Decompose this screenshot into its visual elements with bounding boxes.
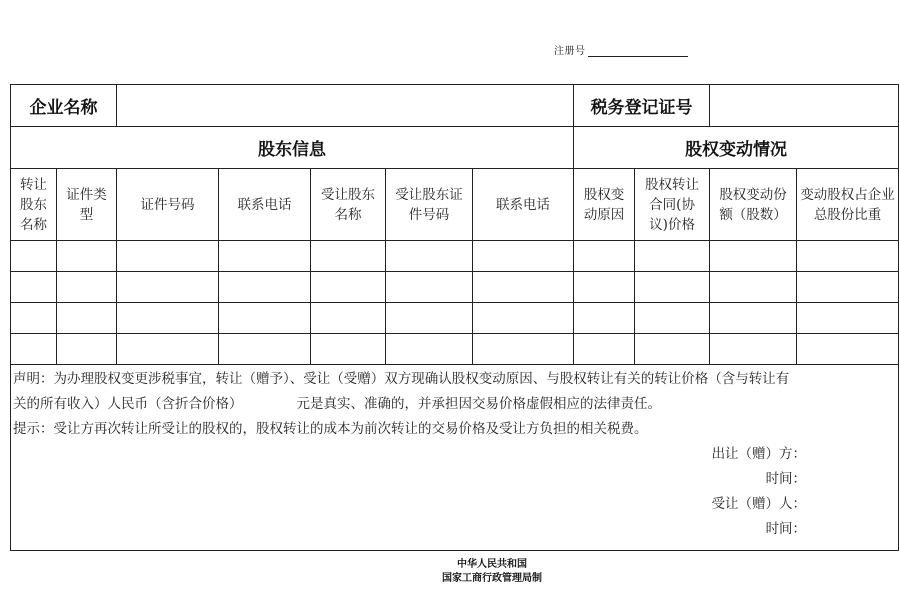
transferee-time-label: 时间： <box>765 521 807 537</box>
table-cell[interactable] <box>11 303 57 334</box>
table-cell[interactable] <box>797 241 899 272</box>
company-name-label: 企业名称 <box>11 85 117 127</box>
footer-line1: 中华人民共和国 <box>457 559 527 570</box>
table-cell[interactable] <box>219 334 311 365</box>
equity-transfer-form <box>10 84 899 551</box>
table-cell[interactable] <box>797 303 899 334</box>
table-cell[interactable] <box>710 334 797 365</box>
tip-text: 提示：受让方再次转让所受让的股权的，股权转让的成本为前次转让的交易价格及受让方负担的相关税费。 <box>13 421 648 437</box>
table-cell[interactable] <box>574 303 635 334</box>
table-cell[interactable] <box>797 334 899 365</box>
company-row <box>11 85 899 127</box>
footer <box>0 558 900 586</box>
declaration-line2a: 关的所有收入）人民币（含折合价格） <box>13 396 243 412</box>
table-cell[interactable] <box>386 241 473 272</box>
transferee-signature-label: 受让（赠）人： <box>711 496 807 512</box>
table-cell[interactable] <box>117 334 219 365</box>
table-cell[interactable] <box>574 241 635 272</box>
table-cell[interactable] <box>635 334 710 365</box>
col-transferee-phone: 联系电话 <box>473 169 574 241</box>
table-cell[interactable] <box>311 241 386 272</box>
table-cell[interactable] <box>57 334 117 365</box>
table-cell[interactable] <box>635 303 710 334</box>
col-contract-price: 股权转让合同(协议)价格 <box>635 169 710 241</box>
table-cell[interactable] <box>574 334 635 365</box>
equity-change-heading: 股权变动情况 <box>574 127 899 169</box>
declaration-text <box>13 367 896 417</box>
col-transferor-name: 转让股东名称 <box>11 169 57 241</box>
col-share-amount: 股权变动份额（股数） <box>710 169 797 241</box>
column-header-row <box>11 169 899 241</box>
table-row <box>11 241 899 272</box>
table-cell[interactable] <box>219 303 311 334</box>
table-cell[interactable] <box>117 272 219 303</box>
table-cell[interactable] <box>11 334 57 365</box>
company-name-field[interactable] <box>117 85 574 127</box>
registration-number <box>554 42 688 57</box>
table-cell[interactable] <box>797 272 899 303</box>
table-cell[interactable] <box>311 272 386 303</box>
col-transferee-name: 受让股东名称 <box>311 169 386 241</box>
table-row <box>11 303 899 334</box>
table-cell[interactable] <box>386 272 473 303</box>
table-cell[interactable] <box>11 272 57 303</box>
table-cell[interactable] <box>473 303 574 334</box>
table-cell[interactable] <box>57 303 117 334</box>
table-cell[interactable] <box>635 241 710 272</box>
col-id-number: 证件号码 <box>117 169 219 241</box>
table-cell[interactable] <box>473 241 574 272</box>
table-cell[interactable] <box>386 303 473 334</box>
table-row <box>11 334 899 365</box>
table-cell[interactable] <box>57 241 117 272</box>
registration-label: 注册号 <box>554 46 586 57</box>
table-cell[interactable] <box>710 272 797 303</box>
table-cell[interactable] <box>219 241 311 272</box>
table-cell[interactable] <box>11 241 57 272</box>
declaration-row <box>11 365 899 551</box>
col-change-reason: 股权变动原因 <box>574 169 635 241</box>
footer-line2: 国家工商行政管理局制 <box>442 573 542 584</box>
table-cell[interactable] <box>117 303 219 334</box>
tax-registration-field[interactable] <box>710 85 899 127</box>
table-cell[interactable] <box>574 272 635 303</box>
col-id-type: 证件类型 <box>57 169 117 241</box>
tax-registration-label: 税务登记证号 <box>574 85 710 127</box>
col-phone: 联系电话 <box>219 169 311 241</box>
table-cell[interactable] <box>311 303 386 334</box>
table-cell[interactable] <box>473 272 574 303</box>
table-cell[interactable] <box>710 303 797 334</box>
declaration-line2b: 元是真实、准确的，并承担因交易价格虚假相应的法律责任。 <box>296 396 661 412</box>
shareholder-info-heading: 股东信息 <box>11 127 574 169</box>
table-cell[interactable] <box>311 334 386 365</box>
table-cell[interactable] <box>710 241 797 272</box>
table-cell[interactable] <box>386 334 473 365</box>
table-cell[interactable] <box>473 334 574 365</box>
table-cell[interactable] <box>57 272 117 303</box>
section-row <box>11 127 899 169</box>
table-cell[interactable] <box>219 272 311 303</box>
transferor-signature-label: 出让（赠）方： <box>711 446 807 462</box>
table-row <box>11 272 899 303</box>
col-share-ratio: 变动股权占企业总股份比重 <box>797 169 899 241</box>
registration-blank[interactable] <box>588 46 688 57</box>
table-cell[interactable] <box>635 272 710 303</box>
declaration-line1: 声明：为办理股权变更涉税事宜，转让（赠予）、受让（受赠）双方现确认股权变动原因、与股权转让有关的转让价格（含与转让有 <box>13 371 790 387</box>
declaration-section <box>11 365 899 551</box>
transferor-time-label: 时间： <box>765 471 807 487</box>
table-cell[interactable] <box>117 241 219 272</box>
col-transferee-id-number: 受让股东证件号码 <box>386 169 473 241</box>
